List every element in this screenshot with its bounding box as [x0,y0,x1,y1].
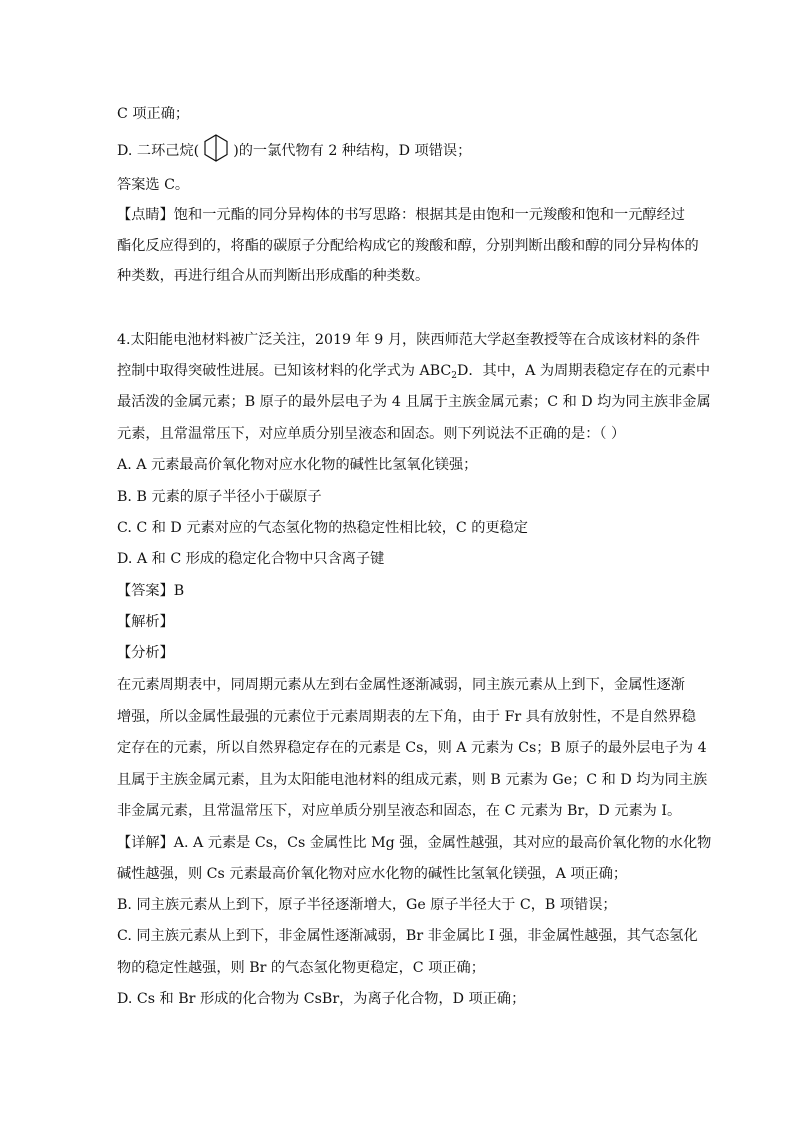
q4-option-d: D. A 和 C 形成的稳定化合物中只含离子键 [117,551,385,567]
q4-option-a: A. A 元素最高价氧化物对应水化物的碱性比氢氧化镁强； [117,457,478,473]
q4-analysis-line-5: 非金属元素，且常温常压下，对应单质分别呈液态和固态，在 C 元素为 Br，D 元素为 I。 [117,803,682,819]
bicyclohexane-structure-icon [201,133,231,163]
q4-stem-line-4: 元素，且常温常压下，对应单质分别呈液态和固态。则下列说法不正确的是：（ ） [117,426,626,442]
q4-detail-line-4: C. 同主族元素从上到下，非金属性逐渐减弱，Br 非金属比 I 强，非金属性越强，其气态氢化 [117,928,698,944]
d-prefix: D. 二环己烷( [117,143,200,159]
c-correct-line: C 项正确； [117,106,190,122]
q4-detail-line-2: 碱性越强，则 Cs 元素最高价氧化物对应水化物的碱性比氢氧化镁强，A 项正确； [117,866,628,882]
answer-choice-line: 答案选 C。 [117,177,190,193]
q4-option-b: B. B 元素的原子半径小于碳原子 [117,489,322,505]
q4-answer: 【答案】B [117,583,185,599]
q4-analysis-header: 【解析】 [117,614,174,630]
q4-analysis-line-2: 增强，所以金属性最强的元素位于元素周期表的左下角，由于 Fr 具有放射性，不是自然界稳 [117,709,696,725]
q4-detail-line-5: 物的稳定性越强，则 Br 的气态氢化物更稳定，C 项正确； [117,960,485,976]
q4-detail-line-1: 【详解】A. A 元素是 Cs，Cs 金属性比 Mg 强，金属性越强，其对应的最高价氧化物的水化物 [117,835,712,851]
q4-stem-line-1: 4.太阳能电池材料被广泛关注，2019 年 9 月，陕西师范大学赵奎教授等在合成该材料的条件 [117,332,700,348]
q4-detail-line-3: B. 同主族元素从上到下，原子半径逐渐增大，Ge 原子半径大于 C，B 项错误； [117,897,617,913]
d-suffix: )的一氯代物有 2 种结构，D 项错误； [233,143,472,159]
tip-line-2: 酯化反应得到的，将酯的碳原子分配给构成它的羧酸和醇，分别判断出酸和醇的同分异构体的 [117,238,699,254]
q4-analysis-line-1: 在元素周期表中，同周期元素从左到右金属性逐渐减弱，同主族元素从上到下，金属性逐渐 [117,677,685,693]
q4-stem-line-2 [117,361,711,381]
q4-detail-line-6: D. Cs 和 Br 形成的化合物为 CsBr，为离子化合物，D 项正确； [117,991,526,1007]
tip-line-3: 种类数，再进行组合从而判断出形成酯的种类数。 [117,268,430,284]
q4-stem-line-3: 最活泼的金属元素；B 原子的最外层电子为 4 且属于主族金属元素；C 和 D 均为同主族非金属 [117,394,711,410]
q4-analysis-line-3: 定存在的元素，所以自然界稳定存在的元素是 Cs，则 A 元素为 Cs；B 原子的最外层电子为 4 [117,740,707,756]
q4-formula-suffix: D．其中，A 为周期表稳定存在的元素中 [456,363,711,379]
q4-formula-subscript: 2 [451,371,457,381]
tip-line-1: 【点睛】饱和一元酯的同分异构体的书写思路：根据其是由饱和一元羧酸和饱和一元醇经过 [117,207,685,223]
q4-analysis-line-4: 且属于主族金属元素，且为太阳能电池材料的组成元素，则 B 元素为 Ge；C 和 D 均为同主族 [117,772,708,788]
q4-analysis-subheader: 【分析】 [117,645,174,661]
q4-option-c: C. C 和 D 元素对应的气态氢化物的热稳定性相比较，C 的更稳定 [117,520,528,536]
d-option-line [117,139,685,163]
q4-formula-prefix: 控制中取得突破性进展。已知该材料的化学式为 ABC [117,363,452,379]
